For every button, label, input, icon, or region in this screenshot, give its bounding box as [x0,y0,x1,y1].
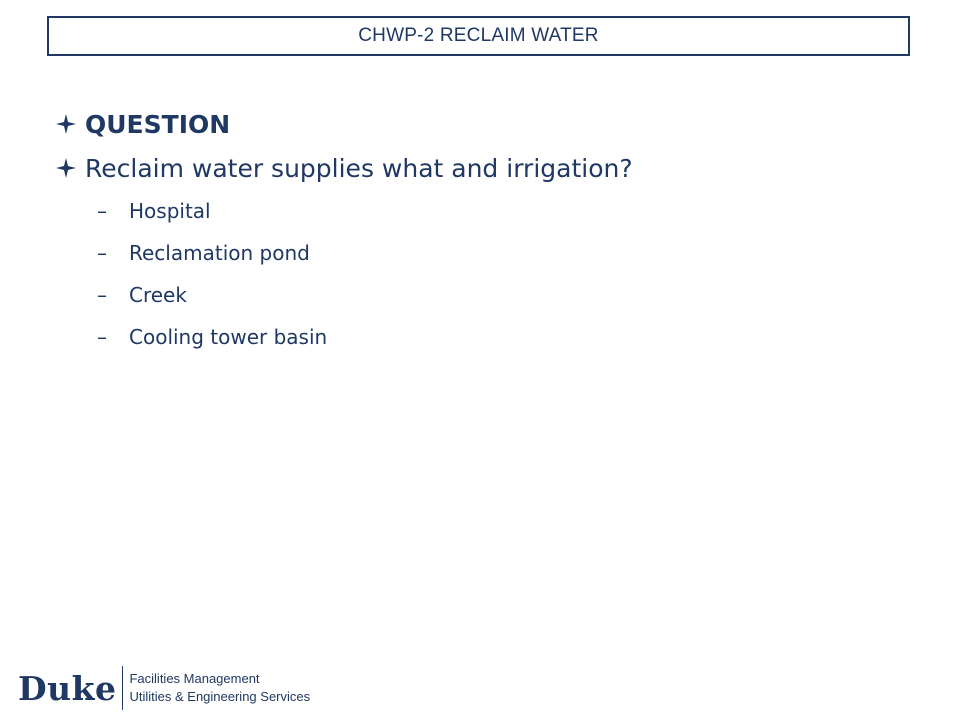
duke-logo: Duke [18,668,117,708]
four-point-star-icon [55,113,77,135]
dash-marker: – [97,325,107,349]
option-item [97,190,915,232]
footer-divider [122,666,123,710]
bullet-item-prompt [55,146,915,190]
footer [18,664,310,712]
bullet-text: QUESTION [85,109,231,139]
option-text: Hospital [129,199,211,223]
option-text: Reclamation pond [129,241,310,265]
bullet-list [55,102,915,358]
department-line-1: Facilities Management [129,671,260,686]
title-box [47,16,910,56]
dash-marker: – [97,283,107,307]
department-line-2: Utilities & Engineering Services [129,689,311,704]
slide-title: CHWP-2 RECLAIM WATER [358,25,599,46]
department-info [129,670,310,706]
option-item [97,316,915,358]
dash-marker: – [97,241,107,265]
option-text: Creek [129,283,187,307]
dash-marker: – [97,199,107,223]
option-item [97,274,915,316]
option-item [97,232,915,274]
bullet-item-question [55,102,915,146]
bullet-text: Reclaim water supplies what and irrigation? [85,153,633,183]
four-point-star-icon [55,157,77,179]
option-text: Cooling tower basin [129,325,328,349]
